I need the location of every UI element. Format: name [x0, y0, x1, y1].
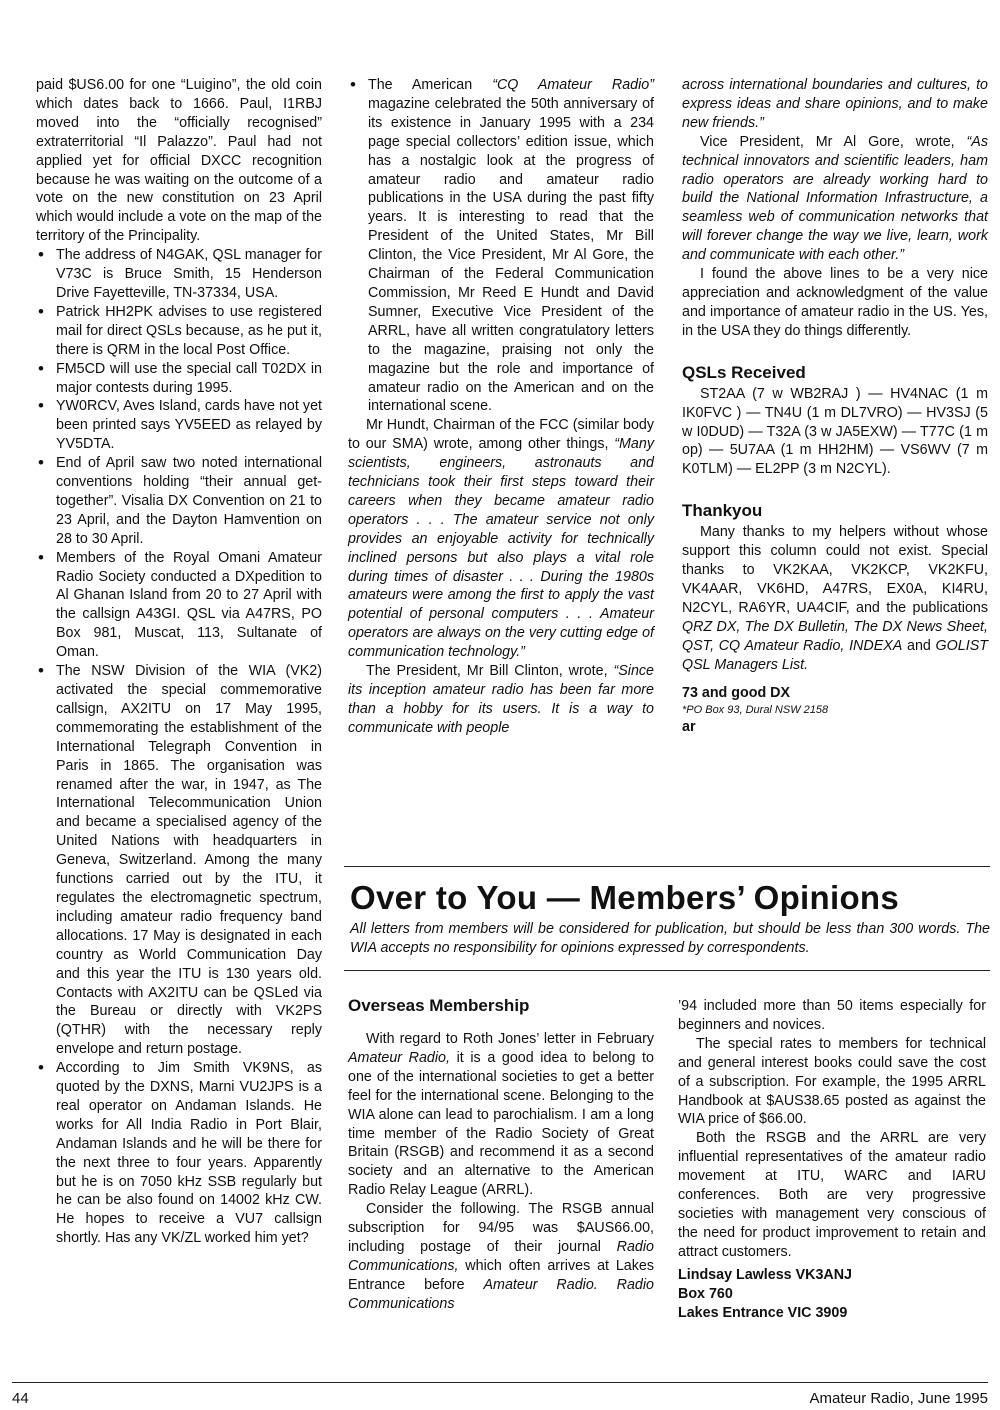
bullet-hh2pk: • Patrick HH2PK advises to use registered mail for direct QSLs because, as he put it, there is QRM in the local Post Office. [36, 303, 322, 360]
letter-heading: Overseas Membership [348, 996, 530, 1015]
signature-box: Box 760 [678, 1285, 733, 1302]
thankyou-heading: Thankyou [682, 501, 763, 521]
letter-column-a [348, 994, 654, 1314]
p2-pre: Consider the following. The RSGB annual subscription for 94/95 was $AUS66.00, including postage of their journal [348, 1201, 654, 1255]
bullet-yw0rcv: • YW0RCV, Aves Island, cards have not yet been printed says YV5EED as relayed by YV5DTA. [36, 397, 322, 454]
cq-text-rest: magazine celebrated the 50th anniversary of its existence in January 1995 with a 234 page special collectors’ edition issue, which has a nostalgic look at the progress of amateur radio and amateur radio publications in the USA during the past fifty years. It is interesting to read that the President of the United States, Mr Bill Clinton, the Vice President, Mr Al Gore, the Chairman of the Federal Communication Commission, Mr Reed E Hundt and David Sumner, Executive Vice President of the ARRL, have all written congratulatory letters to the magazine, praising not only the magazine but the role and importance of amateur radio on the American and on the international scene. [368, 95, 654, 415]
column-3 [682, 76, 988, 737]
thanks-text: Many thanks to my helpers without whose support this column could not exist. Special thanks to VK2KAA, VK2KCP, VK2KFU, VK4AAR, VK6HD, A47RS, EX0A, KI4RU, N2CYL, RA6YR, UA4CIF, and the publications [682, 524, 988, 616]
signature-name: Lindsay Lawless VK3ANJ [678, 1266, 853, 1283]
letter-paragraph-2-continued: ’94 included more than 50 items especially for beginners and novices. [678, 998, 986, 1033]
thanks-publications: QRZ DX, The DX Bulletin, The DX News Sheet, QST, CQ Amateur Radio, INDEXA [682, 618, 988, 654]
p2-journals: Amateur Radio. Radio Communications [348, 1276, 654, 1312]
section-title: Over to You — Members’ Opinions [350, 879, 900, 916]
news-bullet-list [36, 246, 322, 1248]
bullet-cq-magazine [348, 76, 654, 416]
bullet-n4gak: • The address of N4GAK, QSL manager for V73C is Bruce Smith, 15 Henderson Drive Fayetteville, TN-37334, USA. [36, 246, 322, 303]
qsl-list: ST2AA (7 w WB2RAJ ) — HV4NAC (1 m IK0FVC ) — TN4U (1 m DL7VRO) — HV3SJ (5 w I0DUD) — T32A (3 w JA5EXW) — T77C (1 m op) — 5U7AA (1 m HH2HM) — VS6WV (7 m K0TLM) — EL2PP (3 m N2CYL). [682, 385, 988, 478]
p1-magazine: Amateur Radio, [348, 1049, 450, 1066]
hundt-paragraph [348, 416, 654, 662]
column-1 [36, 76, 322, 1248]
footer-rule [12, 1382, 988, 1383]
thankyou-paragraph [682, 523, 988, 674]
clinton-intro: The President, Mr Bill Clinton, wrote, [366, 663, 614, 680]
signature-place: Lakes Entrance VIC 3909 [678, 1304, 848, 1321]
letter-column-b [678, 997, 986, 1322]
p2-journal: Radio Communications, [348, 1238, 654, 1274]
letter-paragraph-4: Both the RSGB and the ARRL are very influential representatives of the amateur radio movement at ITU, WARC and IARU conferences. Both are very progressive societies with management very conscious of the need for product improvement to retain and attract customers. [678, 1130, 986, 1260]
hundt-quote: “Many scientists, engineers, astronauts and technicians took their first steps toward their careers when they became amateur radio operators . . . The amateur service not only provides an enjoyable activity for technically inclined persons but also plays a vital role during times of disaster . . . During the 1980s amateurs were among the first to apply the vast potential of personal computers . . . Amateur operators are always on the very cutting edge of communication technology.” [348, 436, 654, 661]
continuation-paragraph: paid $US6.00 for one “Luigino”, the old coin which dates back to 1666. Paul, I1RBJ moved into the “officially recognised” extraterritorial “Il Palazzo”. Paul had not applied yet for official DXCC recognition because he was waiting on the outcome of a vote on the new constitution on 23 April which would include a vote on the map of the territory of the Principality. [36, 77, 322, 245]
thanks-and: and [902, 637, 936, 654]
p1-rest: it is a good idea to belong to one of the international societies to get a better feel for the international scene. Belonging to the WIA alone can lead to parochialism. I am a long time member of the Radio Society of Great Britain (RSGB) and recommend it as a second society and an alternative to the American Radio Relay League (ARRL). [348, 1049, 654, 1199]
end-mark: ar [682, 719, 696, 736]
gore-intro: Vice President, Mr Al Gore, wrote, [700, 133, 967, 150]
clinton-quote: “Since its inception amateur radio has been far more than a hobby for its users. It is a way to communicate with people [348, 663, 654, 736]
p1-pre: With regard to Roth Jones’ letter in February [366, 1031, 654, 1047]
letter-paragraph-2 [348, 1200, 654, 1313]
bullet-fm5cd: • FM5CD will use the special call T02DX in major contests during 1995. [36, 360, 322, 398]
bullet-vu2jps: • According to Jim Smith VK9NS, as quoted by the DXNS, Marni VU2JPS is a real operator on Andaman Islands. He works for All India Radio in Port Blair, Andaman Islands and he will be there for the next three to four years. Apparently but he is on 7050 kHz SSB regularly but he can be also found on 14002 kHz CW. He hopes to receive a VU7 callsign shortly. Has any VK/ZL worked him yet? [36, 1059, 322, 1248]
section-intro: All letters from members will be considered for publication, but should be less than 300 words. The WIA accepts no responsibility for opinions expressed by correspondents. [350, 921, 990, 956]
thanks-golist: GOLIST QSL Managers List. [682, 637, 988, 673]
section-top-rule [344, 866, 990, 867]
section-bottom-rule [344, 970, 990, 971]
p2-mid: which often arrives at Lakes Entrance before [348, 1257, 654, 1293]
page-number: 44 [12, 1390, 29, 1407]
clinton-paragraph [348, 662, 654, 738]
gore-quote: “As technical innovators and scientific leaders, ham radio operators are already working hard to build the National Information Infrastructure, a seamless web of communication networks that will forever change the way we live, learn, work and communicate with each other.” [682, 133, 988, 264]
publication-footer: Amateur Radio, June 1995 [809, 1390, 988, 1407]
author-address: *PO Box 93, Dural NSW 2158 [682, 704, 829, 717]
bullet-a43gi: • Members of the Royal Omani Amateur Radio Society conducted a DXpedition to Al Ghanan Island from 20 to 27 April with the callsign A43GI. QSL via A47RS, PO Box 981, Muscat, 113, Sultanate of Oman. [36, 549, 322, 662]
letter-paragraph-1 [348, 1030, 654, 1200]
bullet-ax2itu: • The NSW Division of the WIA (VK2) activated the special commemorative callsign, AX2ITU on 17 May 1995, commemorating the establishment of the International Telegraph Convention in Paris in 1865. The organisation was renamed after the war, in 1947, as The International Telecommunication Union and became a specialised agency of the United Nations with headquarters in Geneva, Switzerland. Among the many functions carried out by the ITU, it regulates the electromagnetic spectrum, including amateur radio frequency band allocations. 17 May is designated in each country as World Communication Day and this year the ITU is 130 years old. Contacts with AX2ITU can be QSLed via the Bureau or directly with VK2PS (QTHR) with the necessary reply envelope and return postage. [36, 662, 322, 1059]
bullet-conventions: • End of April saw two noted international conventions holding “their annual get-together”. Visalia DX Convention on 21 to 23 April, and the Dayton Hamvention on 28 to 30 April. [36, 454, 322, 549]
qsl-heading: QSLs Received [682, 362, 806, 382]
cq-magazine-title: “CQ Amateur Radio” [492, 77, 654, 93]
cq-bullet-list [348, 76, 654, 416]
comment-paragraph: I found the above lines to be a very nice appreciation and acknowledgment of the value and importance of amateur radio in the US. Yes, in the USA they do things differently. [682, 266, 988, 339]
gore-paragraph [682, 133, 988, 265]
column-2 [348, 76, 654, 738]
letter-paragraph-3: The special rates to members for technical and general interest books could save the cost of a subscription. For example, the 1995 ARRL Handbook at $AUS38.65 posted as against the WIA price of $66.00. [678, 1035, 986, 1128]
clinton-quote-end: across international boundaries and cultures, to express ideas and share opinions, and to make new friends.” [682, 77, 988, 131]
signoff: 73 and good DX [682, 685, 791, 702]
clinton-quote-continued [682, 76, 988, 133]
hundt-intro: Mr Hundt, Chairman of the FCC (similar body to our SMA) wrote, among other things, [348, 417, 654, 453]
cq-text-pre: The American [368, 77, 493, 93]
